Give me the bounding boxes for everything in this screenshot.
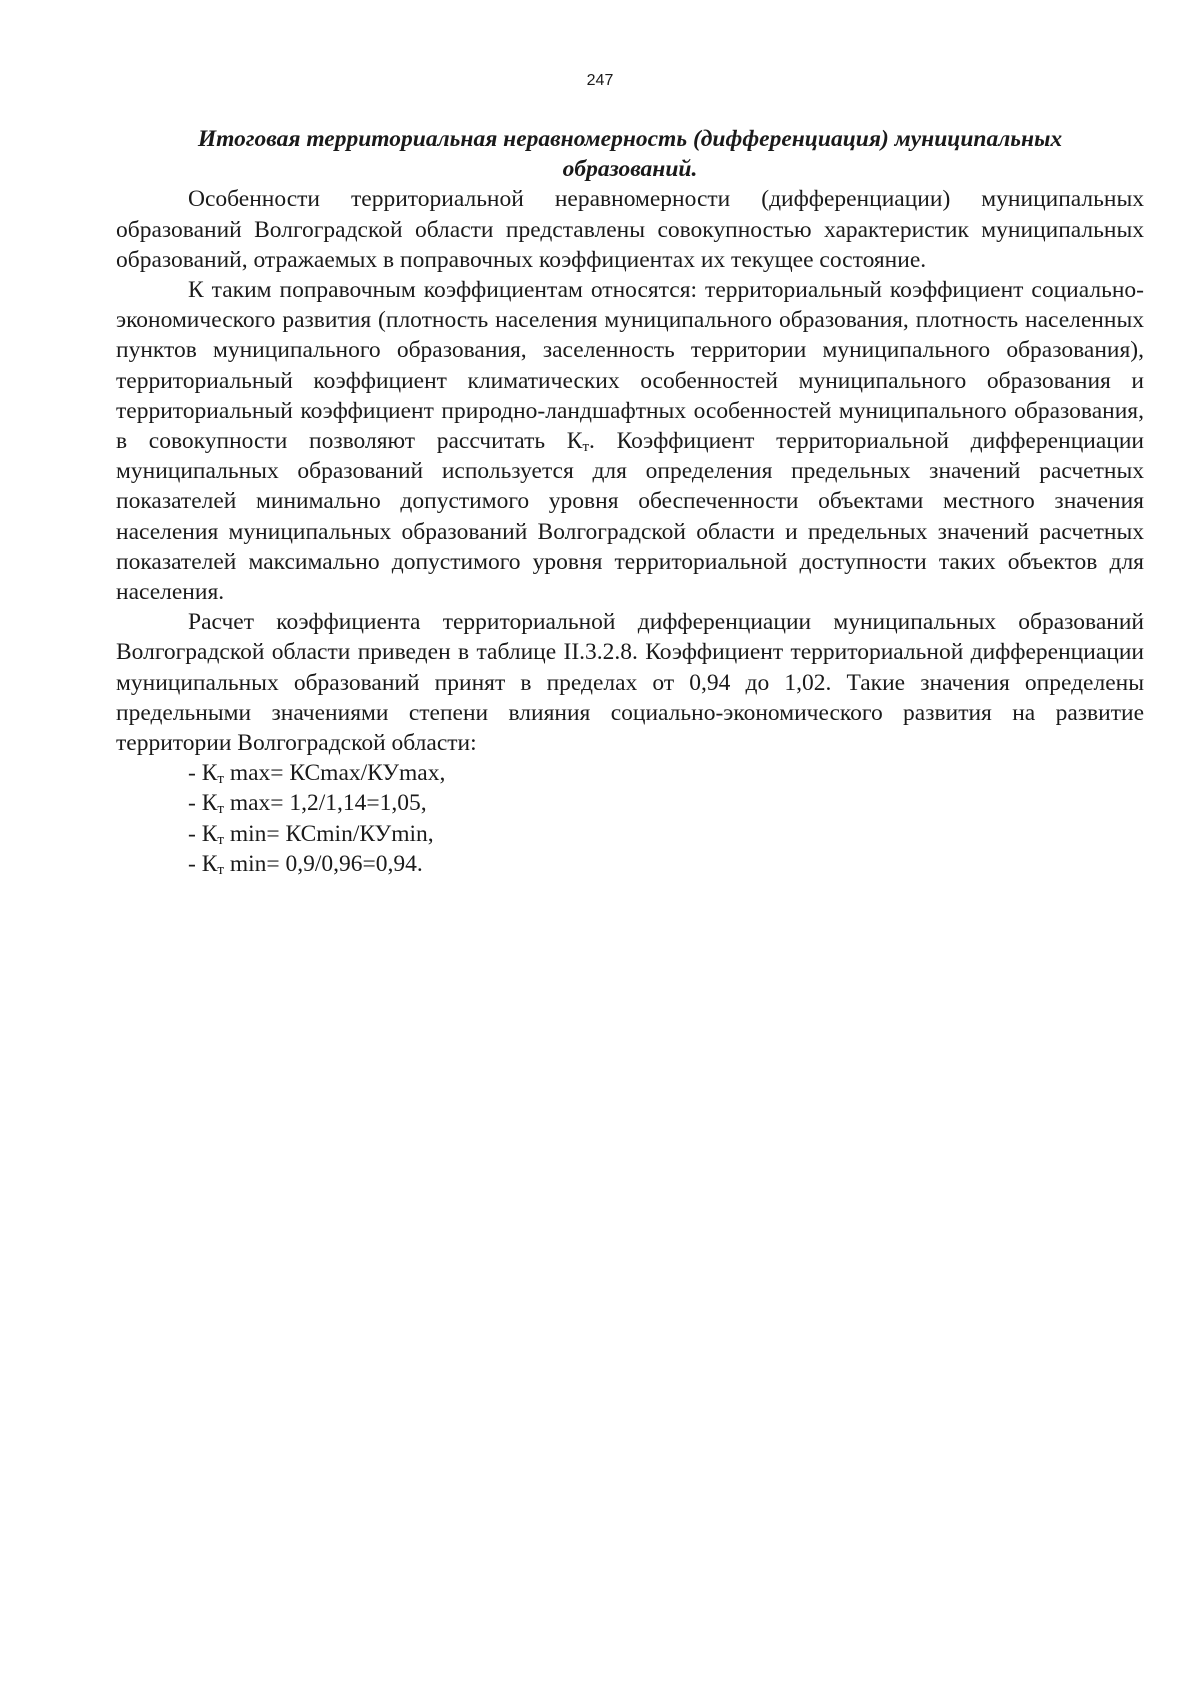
section-title: Итоговая территориальная неравномерность (дифференциация) муниципальных образований.	[197, 126, 1063, 183]
subscript: т	[582, 439, 590, 456]
subscript: т	[217, 771, 224, 788]
paragraph-1: Особенности территориальной неравномерности (дифференциации) муниципальных образований Волгоградской области представлены совокупностью характеристик муниципальных образований, отражаемых в поправочных коэффициентах их текущее состояние.	[116, 186, 1144, 273]
formula-line	[116, 758, 1144, 788]
formula-line	[116, 819, 1144, 849]
paragraph-2-text-before: К таким поправочным коэффициентам относятся: территориальный коэффициент социально-экономического развития (плотность населения муниципального образования, плотность населенных пунктов муниципального образования, заселенность территории муниципального образования), территориальный коэффициент климатических особенностей муниципального образования и территориальный коэффициент природно-ландшафтных особенностей муниципального образования, в совокупности позволяют рассчитать К	[116, 277, 1144, 455]
paragraph-2-text-after: . Коэффициент территориальной дифференциации муниципальных образований используется для определения предельных значений расчетных показателей минимально допустимого уровня обеспеченности объектами местного значения населения муниципальных образований Волгоградской области и предельных значений расчетных показателей максимально допустимого уровня территориальной доступности таких объектов для населения.	[116, 428, 1145, 606]
formula-line	[116, 849, 1144, 879]
formula-prefix: - К	[188, 760, 218, 787]
formula-rest: min= КСmin/КУmin,	[223, 820, 434, 847]
subscript: т	[217, 831, 224, 848]
formula-line	[116, 788, 1144, 818]
paragraph-3: Расчет коэффициента территориальной дифференциации муниципальных образований Волгоградской области приведен в таблице II.3.2.8. Коэффициент территориальной дифференциации муниципальных образований принят в пределах от 0,94 до 1,02. Такие значения определены предельными значениями степени влияния социально-экономического развития на развитие территории Волгоградской области:	[116, 609, 1144, 757]
formula-prefix: - К	[188, 820, 218, 847]
page-number: 247	[586, 72, 614, 89]
subscript: т	[217, 801, 224, 818]
formula-rest: max= КСmax/КУmax,	[223, 760, 446, 787]
paragraph-2	[116, 275, 1144, 607]
formula-rest: min= 0,9/0,96=0,94.	[223, 850, 423, 877]
formula-rest: max= 1,2/1,14=1,05,	[223, 790, 427, 817]
document-body	[116, 124, 1144, 879]
formula-prefix: - К	[188, 850, 218, 877]
formula-prefix: - К	[188, 790, 218, 817]
subscript: т	[217, 861, 224, 878]
